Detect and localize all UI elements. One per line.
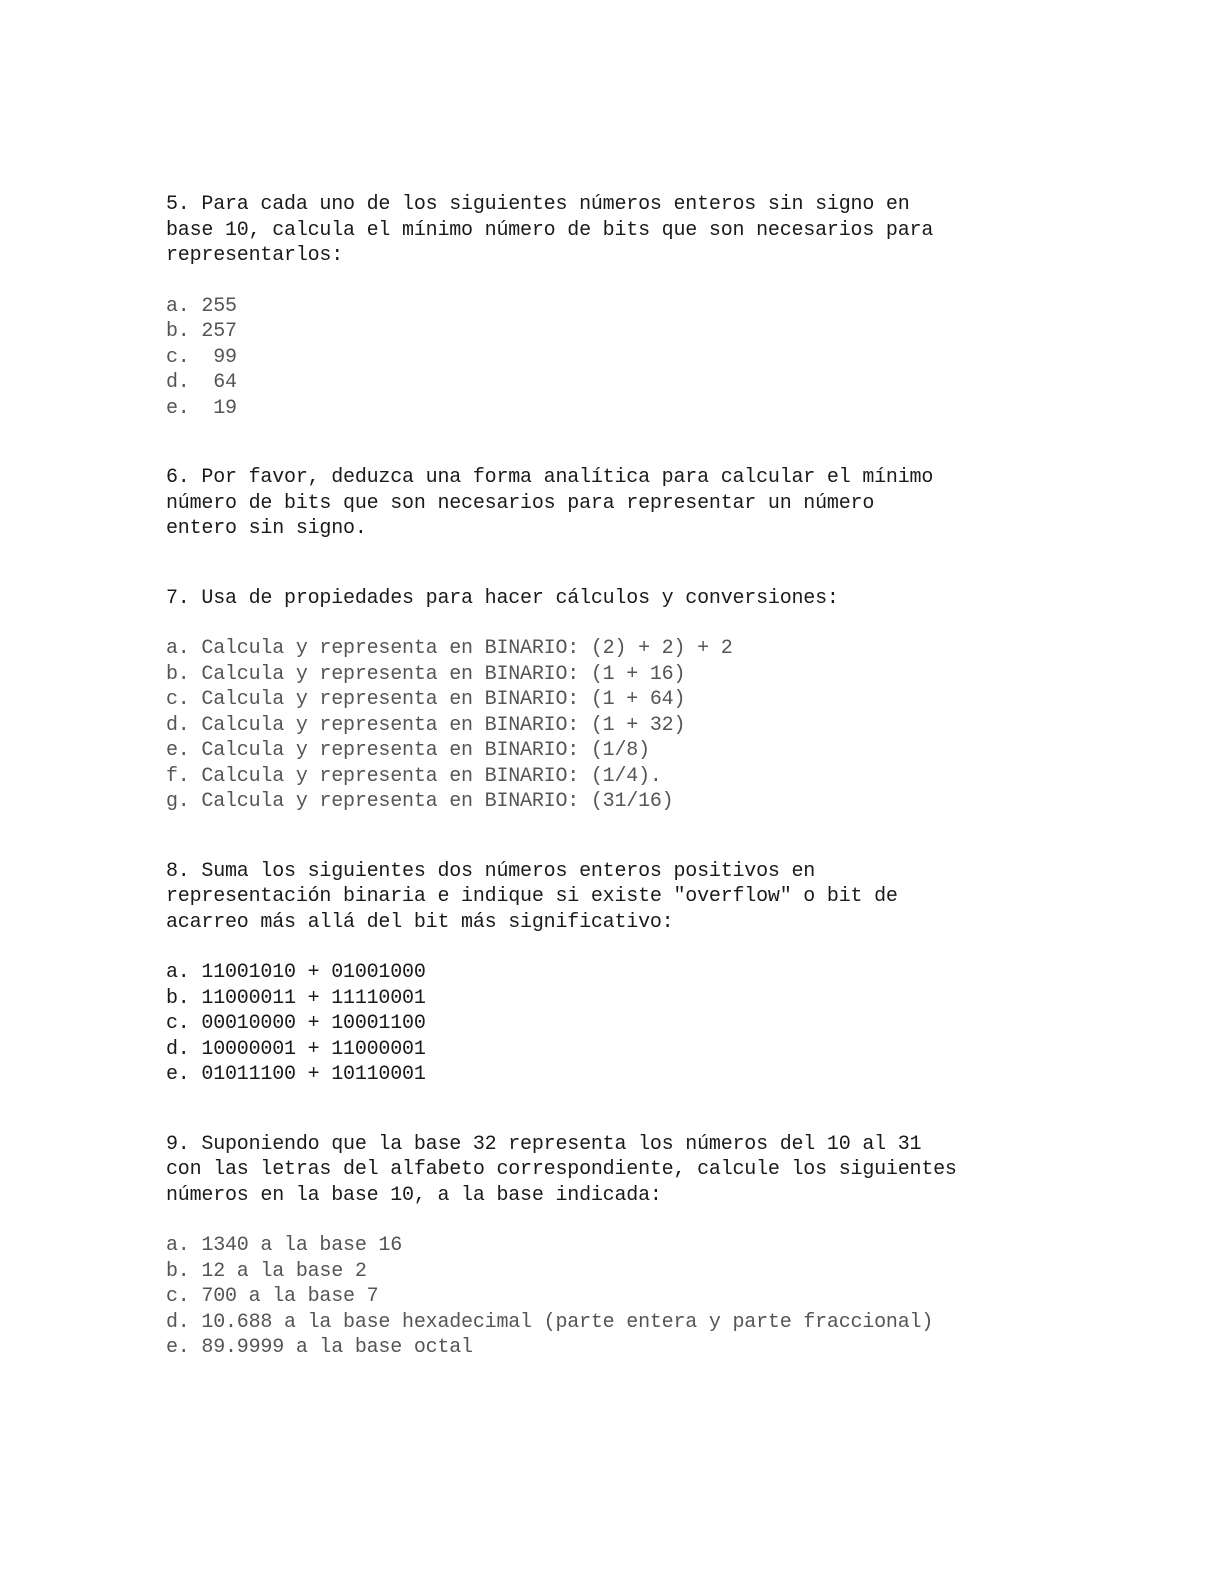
exercise-9-statement: 9. Suponiendo que la base 32 representa los números del 10 al 31 con las letras del alfabeto correspondiente, calcule los siguientes números en la base 10, a la base indicada: [166,1132,957,1207]
list-item: a. 11001010 + 01001000 [166,961,426,984]
list-item: a. Calcula y representa en BINARIO: (2) + 2) + 2 [166,637,733,660]
exercise-7-options [166,636,1046,815]
list-item: b. 12 a la base 2 [166,1259,367,1283]
exercise-5 [166,192,1046,421]
exercise-8-options [166,960,1046,1088]
exercise-6-statement: 6. Por favor, deduzca una forma analítica para calcular el mínimo número de bits que son necesarios para representar un número entero sin signo. [166,466,934,540]
exercise-9 [166,1132,1046,1361]
exercise-6 [166,465,1046,542]
list-item: b. Calcula y representa en BINARIO: (1 + 16) [166,662,686,686]
list-item: e. 89.9999 a la base octal [166,1336,473,1359]
list-item: b. 11000011 + 11110001 [166,986,426,1010]
list-item: f. Calcula y representa en BINARIO: (1/4). [166,764,662,788]
list-item: c. 700 a la base 7 [166,1285,379,1308]
list-item: d. Calcula y representa en BINARIO: (1 + 32) [166,713,686,737]
list-item: g. Calcula y representa en BINARIO: (31/16) [166,790,674,813]
list-item: b. 257 [166,320,237,343]
list-item: a. 1340 a la base 16 [166,1234,403,1257]
list-item: c. Calcula y representa en BINARIO: (1 + 64) [166,688,686,711]
list-item: e. 01011100 + 10110001 [166,1063,426,1086]
list-item: c. 00010000 + 10001100 [166,1012,426,1035]
exercise-7-statement: 7. Usa de propiedades para hacer cálculos y conversiones: [166,586,839,610]
exercise-7 [166,586,1046,815]
exercise-9-options [166,1233,1046,1361]
exercise-8 [166,859,1046,1088]
list-item: d. 10.688 a la base hexadecimal (parte entera y parte fraccional) [166,1310,934,1334]
list-item: d. 64 [166,371,237,394]
list-item: c. 99 [166,345,237,369]
list-item: d. 10000001 + 11000001 [166,1037,426,1061]
list-item: a. 255 [166,294,237,318]
document-page [166,192,1046,1361]
list-item: e. Calcula y representa en BINARIO: (1/8) [166,739,650,762]
list-item: e. 19 [166,396,237,420]
exercise-5-options [166,294,1046,422]
exercise-5-statement: 5. Para cada uno de los siguientes números enteros sin signo en base 10, calcula el mínimo número de bits que son necesarios para representarlos: [166,193,934,267]
exercise-8-statement: 8. Suma los siguientes dos números enteros positivos en representación binaria e indique si existe "overflow" o bit de acarreo más allá del bit más significativo: [166,859,898,934]
